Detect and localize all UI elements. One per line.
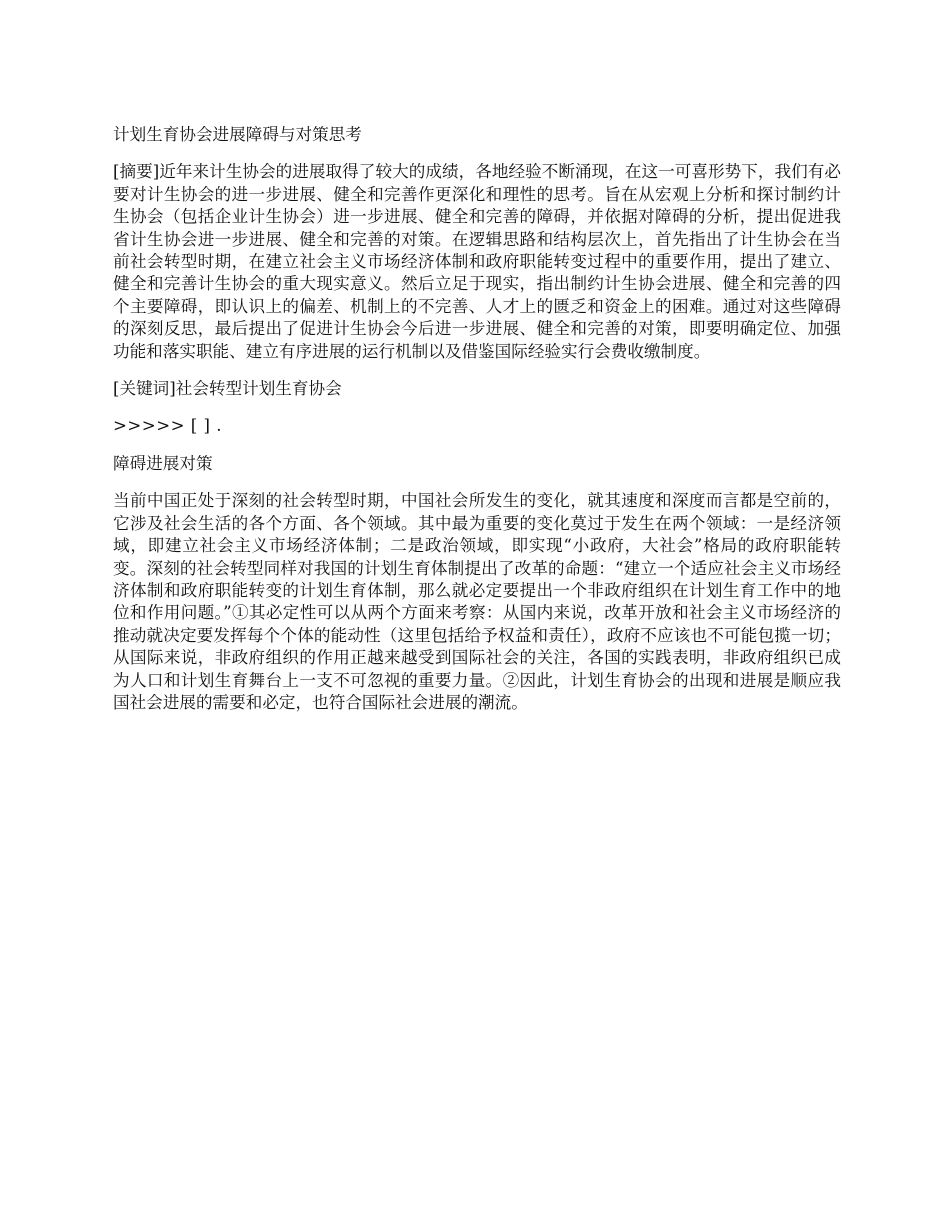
body-paragraph: 当前中国正处于深刻的社会转型时期，中国社会所发生的变化，就其速度和深度而言都是空前的，它涉及社会生活的各个方面、各个领域。其中最为重要的变化莫过于发生在两个领域：一是经济领域，即建立社会主义市场经济体制；二是政治领域，即实现“小政府，大社会”格局的政府职能转变。深刻的社会转型同样对我国的计划生育体制提出了改革的命题：“建立一个适应社会主义市场经济体制和政府职能转变的计划生育体制，那么就必定要提出一个非政府组织在计划生育工作中的地位和作用问题。”①其必定性可以从两个方面来考察：从国内来说，改革开放和社会主义市场经济的推动就决定要发挥每个个体的能动性（这里包括给予权益和责任），政府不应该也不可能包揽一切；从国际来说，非政府组织的作用正越来越受到国际社会的关注，各国的实践表明，非政府组织已成为人口和计划生育舞台上一支不可忽视的重要力量。②因此，计划生育协会的出现和进展是顺应我国社会进展的需要和必定，也符合国际社会进展的潮流。 <box>113 491 841 712</box>
reference-marker: >>>>> [ ] . <box>113 416 223 436</box>
document-page <box>113 124 841 714</box>
abstract-paragraph: [摘要]近年来计生协会的进展取得了较大的成绩，各地经验不断涌现，在这一可喜形势下，我们有必要对计生协会的进一步进展、健全和完善作更深化和理性的思考。旨在从宏观上分析和探讨制约计生协会（包括企业计生协会）进一步进展、健全和完善的障碍，并依据对障碍的分析，提出促进我省计生协会进一步进展、健全和完善的对策。在逻辑思路和结构层次上，首先指出了计生协会在当前社会转型时期，在建立社会主义市场经济体制和政府职能转变过程中的重要作用，提出了建立、健全和完善计生协会的重大现实意义。然后立足于现实，指出制约计生协会进展、健全和完善的四个主要障碍，即认识上的偏差、机制上的不完善、人才上的匮乏和资金上的困难。通过对这些障碍的深刻反思，最后提出了促进计生协会今后进一步进展、健全和完善的对策，即要明确定位、加强功能和落实职能、建立有序进展的运行机制以及借鉴国际经验实行会费收缴制度。 <box>113 162 841 361</box>
section-subheading: 障碍进展对策 <box>113 453 213 473</box>
keywords-line: [关键词]社会转型计划生育协会 <box>113 379 342 399</box>
document-title: 计划生育协会进展障碍与对策思考 <box>113 125 362 144</box>
